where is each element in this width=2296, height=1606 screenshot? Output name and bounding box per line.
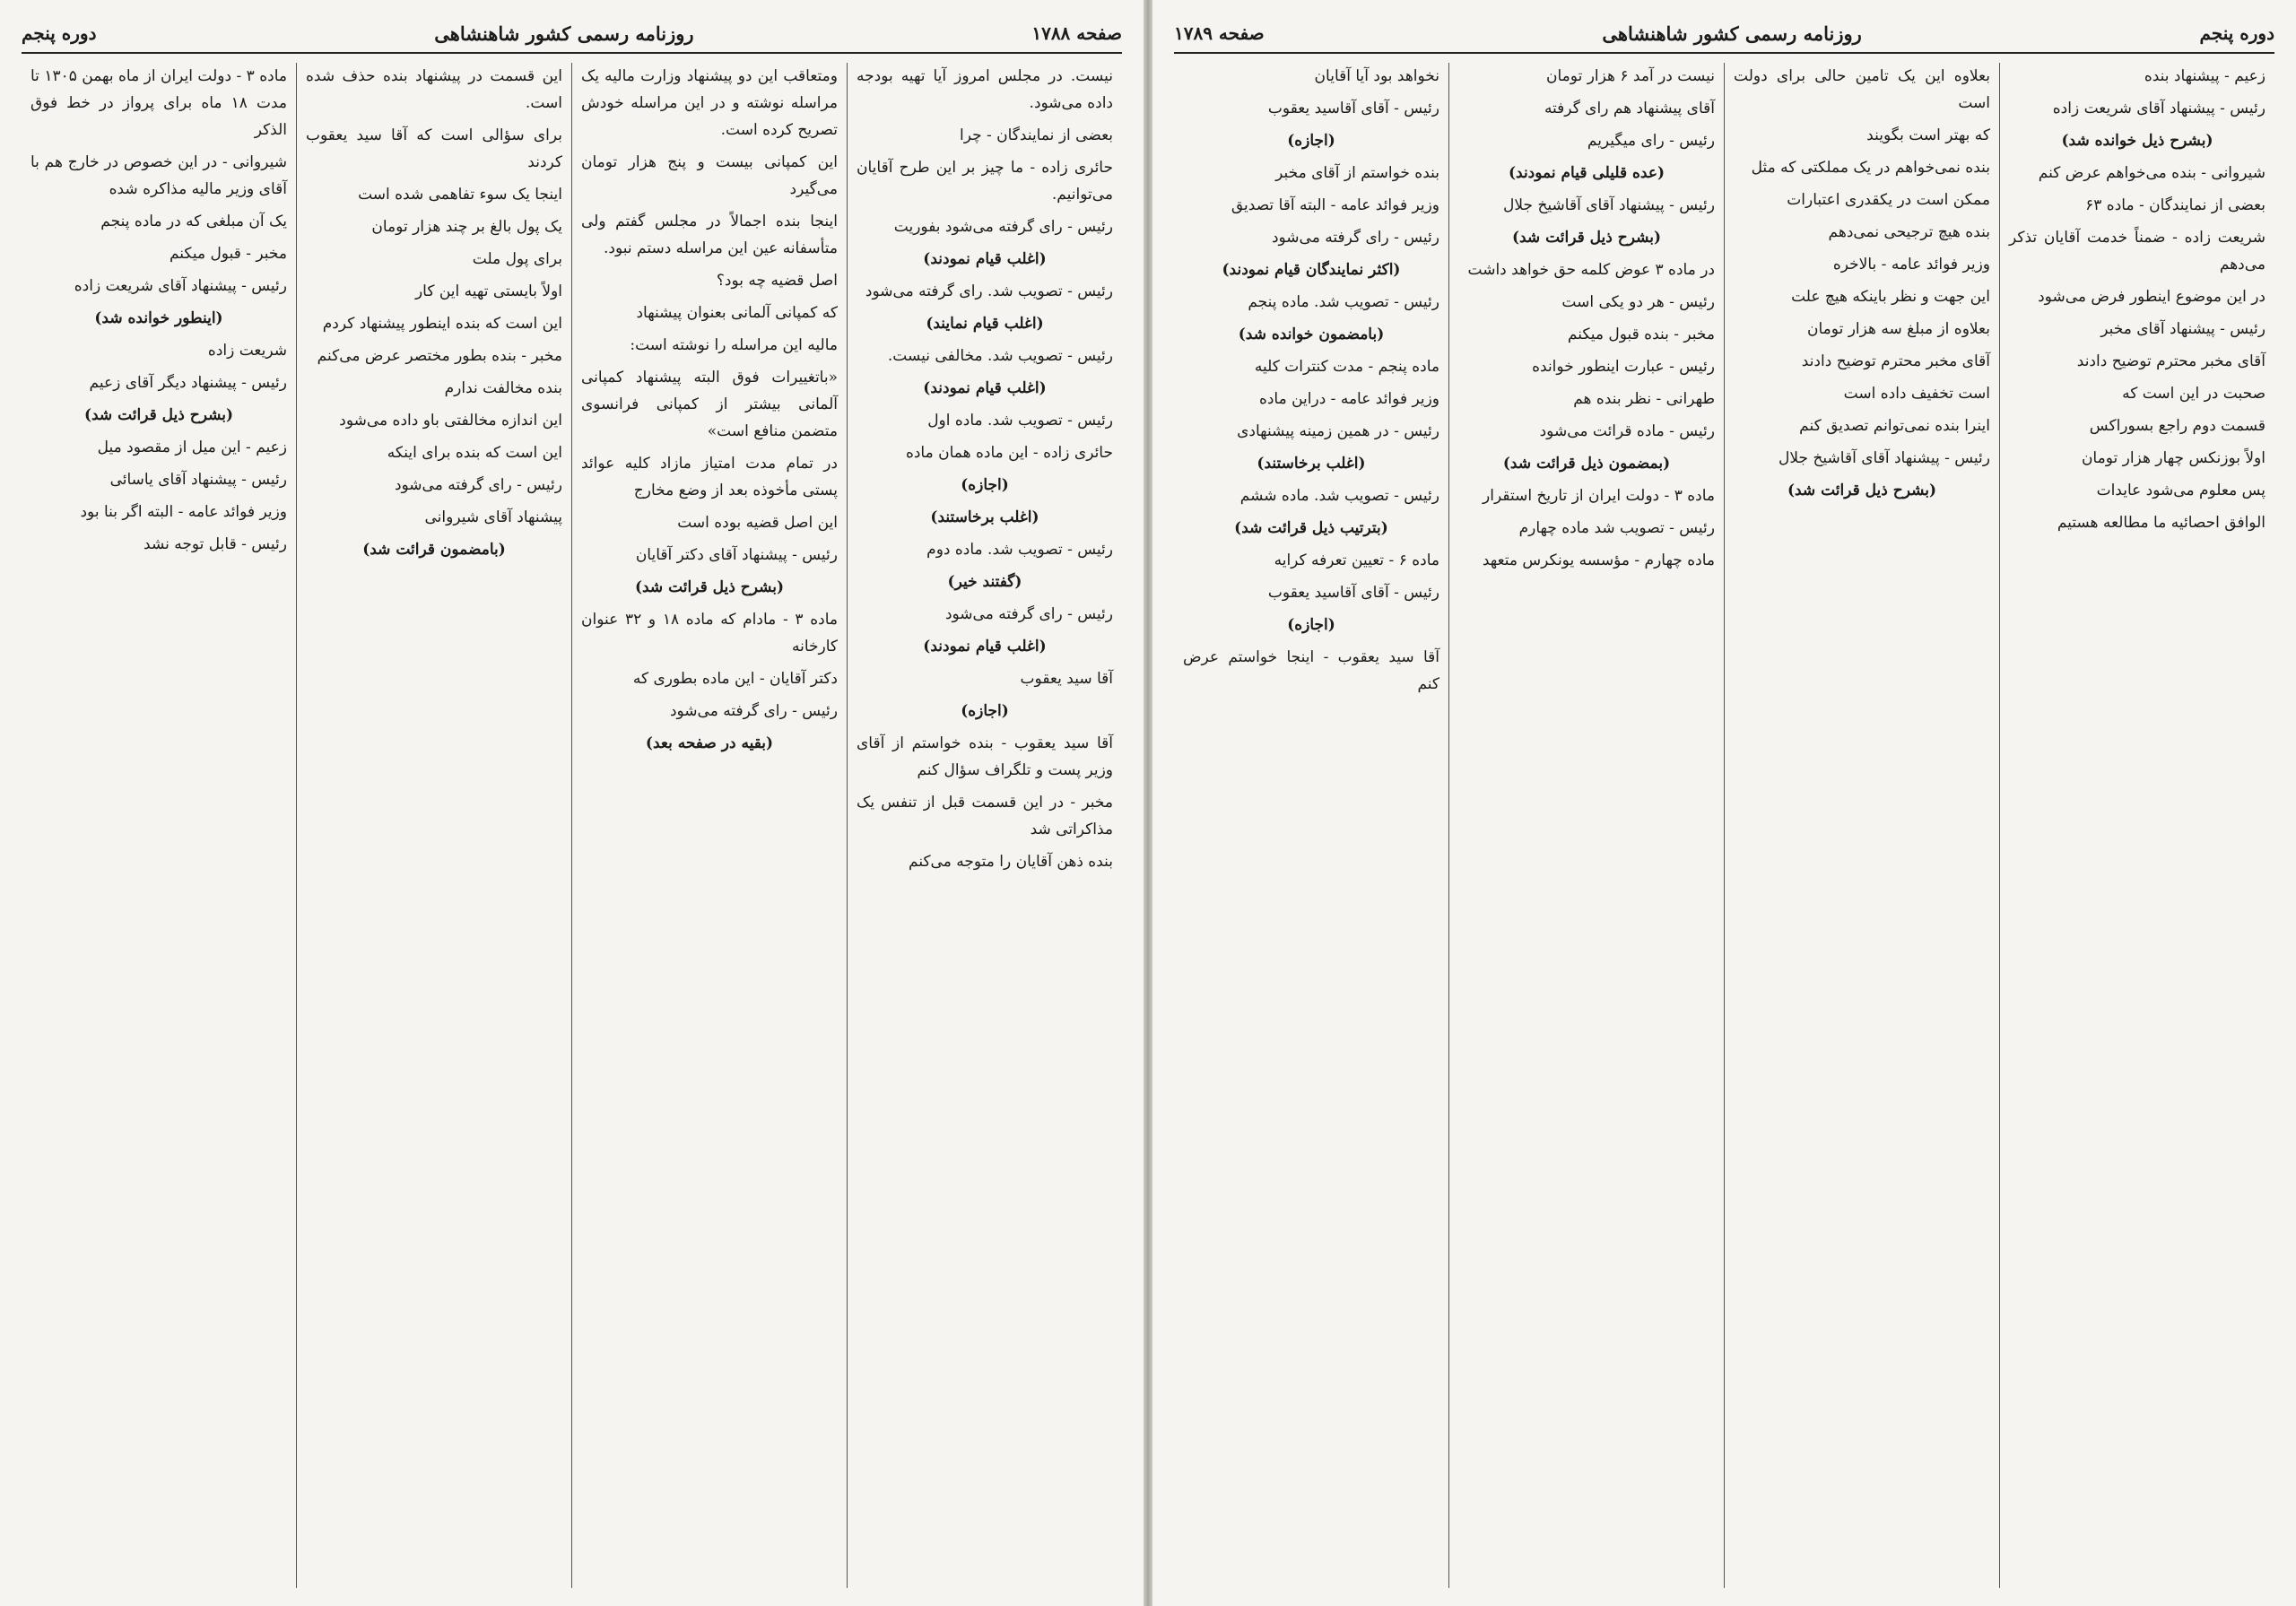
paragraph: وزیر فوائد عامه - البته اگر بنا بود bbox=[80, 503, 287, 521]
paragraph: رئیس - پیشنهاد آقای آقاشیخ جلال bbox=[1503, 196, 1715, 214]
paragraph: مخبر - بنده قبول میکنم bbox=[1567, 326, 1715, 343]
paragraph: بنده مخالفت ندارم bbox=[444, 379, 562, 397]
paragraph: این است که بنده برای اینکه bbox=[387, 444, 562, 462]
paragraph: آقای مخبر محترم توضیح دادند bbox=[1801, 352, 1990, 370]
paragraph: این است که بنده اینطور پیشنهاد کردم bbox=[322, 315, 562, 333]
paragraph: رئیس - تصویب شد. رای گرفته می‌شود bbox=[865, 282, 1113, 300]
paragraph: بنده هیچ ترجیحی نمی‌دهم bbox=[1828, 223, 1990, 241]
paragraph: رئیس - تصویب شد. ماده ششم bbox=[1239, 487, 1439, 505]
paragraph: حائری زاده - ما چیز بر این طرح آقایان می‌توانیم. bbox=[857, 159, 1113, 204]
paragraph: این جهت و نظر باینکه هیچ علت bbox=[1791, 288, 1990, 306]
paragraph: بعلاوه از مبلغ سه هزار تومان bbox=[1807, 320, 1990, 338]
paragraph: بنده خواستم از آقای مخبر bbox=[1275, 164, 1439, 182]
paragraph: اصل قضیه چه بود؟ bbox=[716, 272, 838, 290]
right-page-column-2 bbox=[1724, 63, 1999, 1588]
right-page-number: صفحه ۱۷۸۹ bbox=[1174, 22, 1265, 44]
paragraph: رئیس - پیشنهاد دیگر آقای زعیم bbox=[89, 374, 287, 392]
paragraph: «باتغییرات فوق البته پیشنهاد کمپانی آلمانی بیشتر از کمپانی فرانسوی متضمن منافع است» bbox=[581, 369, 838, 440]
paragraph: (بشرح ذیل قرائت شد) bbox=[1511, 229, 1662, 247]
paragraph: شیروانی - در این خصوص در خارج هم با آقای وزیر مالیه مذاکره شده bbox=[30, 153, 287, 198]
paragraph: (اجازه) bbox=[1287, 616, 1335, 634]
paragraph: (بترتیب ذیل قرائت شد) bbox=[1234, 519, 1388, 537]
paragraph: (اینطور خوانده شد) bbox=[94, 309, 223, 327]
paragraph: آقا سید یعقوب - بنده خواستم از آقای وزیر پست و تلگراف سؤال کنم bbox=[857, 734, 1113, 779]
paragraph: اولاً بایستی تهیه این کار bbox=[414, 282, 562, 300]
paragraph: رئیس - پیشنهاد آقای یاسائی bbox=[109, 471, 287, 489]
paragraph: رئیس - رای گرفته می‌شود bbox=[944, 605, 1113, 623]
paragraph: رئیس - آقای آقاسید یعقوب bbox=[1267, 584, 1439, 602]
paragraph: رئیس - پیشنهاد آقای مخبر bbox=[2100, 320, 2266, 338]
paragraph: وزیر فوائد عامه - بالاخره bbox=[1832, 256, 1990, 273]
paragraph: رئیس - رای گرفته می‌شود bbox=[1271, 229, 1439, 247]
paragraph: رئیس - تصویب شد. ماده دوم bbox=[926, 541, 1113, 559]
right-page bbox=[1152, 0, 2296, 1606]
paragraph: بعضی از نمایندگان - چرا bbox=[959, 126, 1113, 144]
paragraph: بعلاوه این یک تامین حالی برای دولت است bbox=[1734, 67, 1990, 112]
paragraph: (اغلب قیام نمودند) bbox=[923, 638, 1047, 655]
paragraph: اینجا بنده اجمالاً در مجلس گفتم ولی متأسفانه عین این مراسله دستم نبود. bbox=[581, 213, 838, 257]
paragraph: مالیه این مراسله را نوشته است: bbox=[630, 336, 838, 354]
paragraph: رئیس - تصویب شد. مخالفی نیست. bbox=[887, 347, 1113, 365]
paragraph: نیست در آمد ۶ هزار تومان bbox=[1546, 67, 1715, 85]
paragraph: (بمضمون ذیل قرائت شد) bbox=[1502, 455, 1671, 473]
paragraph: یک پول بالغ بر چند هزار تومان bbox=[371, 218, 562, 236]
paragraph: (بشرح ذیل قرائت شد) bbox=[1787, 482, 1937, 499]
paragraph: مخبر - در این قسمت قبل از تنفس یک مذاکراتی شد bbox=[857, 794, 1113, 838]
paragraph: شیروانی - بنده می‌خواهم عرض کنم bbox=[2038, 164, 2266, 182]
paragraph: ماده ۳ - مادام که ماده ۱۸ و ۳۲ عنوان کارخانه bbox=[581, 611, 839, 655]
paragraph: است تخفیف داده است bbox=[1843, 385, 1990, 403]
paragraph: این قسمت در پیشنهاد بنده حذف شده است. bbox=[306, 67, 562, 112]
paragraph: (عده قلیلی قیام نمودند) bbox=[1508, 164, 1665, 182]
paragraph: (بشرح ذیل خوانده شد) bbox=[2061, 132, 2213, 150]
paragraph: اینجا یک سوء تفاهمی شده است bbox=[358, 186, 562, 204]
paragraph: (بشرح ذیل قرائت شد) bbox=[83, 406, 234, 424]
paragraph: ماده ۳ - دولت ایران از تاریخ استقرار bbox=[1483, 487, 1715, 505]
paragraph: صحبت در این است که bbox=[2122, 385, 2266, 403]
paragraph: در ماده ۳ عوض کلمه حق خواهد داشت bbox=[1467, 261, 1715, 279]
paragraph: (اجازه) bbox=[961, 702, 1009, 720]
right-page-column-4 bbox=[1174, 63, 1448, 1588]
paragraph: رئیس - رای گرفته می‌شود bbox=[669, 702, 838, 720]
paragraph: آقا سید یعقوب - اینجا خواستم عرض کنم bbox=[1183, 648, 1439, 693]
paragraph: مخبر - بنده بطور مختصر عرض می‌کنم bbox=[317, 347, 562, 365]
paragraph: اولاً بوزنکس چهار هزار تومان bbox=[2081, 449, 2266, 467]
paragraph: مخبر - قبول میکنم bbox=[169, 245, 287, 263]
paragraph: رئیس - پیشنهاد آقای شریعت زاده bbox=[2052, 100, 2266, 117]
paragraph: (اغلب برخاستند) bbox=[1257, 455, 1366, 473]
paragraph: زعیم - این میل از مقصود میل bbox=[97, 438, 287, 456]
paragraph: (اغلب قیام نمودند) bbox=[923, 250, 1047, 268]
left-page-columns bbox=[22, 63, 1122, 1588]
right-page-header bbox=[1174, 14, 2274, 54]
paragraph: (بامضمون قرائت شد) bbox=[362, 541, 506, 559]
paragraph: رئیس - رای گرفته می‌شود بفوریت bbox=[893, 218, 1113, 236]
paragraph: پس معلوم می‌شود عایدات bbox=[2096, 482, 2266, 499]
paragraph: حائری زاده - این ماده همان ماده bbox=[905, 444, 1113, 462]
paragraph: دکتر آقایان - این ماده بطوری که bbox=[632, 670, 838, 688]
paragraph: رئیس - تصویب شد. ماده اول bbox=[927, 412, 1113, 430]
paragraph: زعیم - پیشنهاد بنده bbox=[2144, 67, 2266, 85]
paragraph: در این موضوع اینطور فرض می‌شود bbox=[2038, 288, 2266, 306]
paragraph: در تمام مدت امتیاز مازاد کلیه عوائد پستی مأخوذه بعد از وضع مخارج bbox=[581, 455, 838, 499]
paragraph: این اصل قضیه بوده است bbox=[677, 514, 838, 532]
paragraph: (گفتند خیر) bbox=[947, 573, 1022, 591]
paragraph: وزیر فوائد عامه - البته آقا تصدیق bbox=[1231, 196, 1439, 214]
paragraph: رئیس - تصویب شد. ماده پنجم bbox=[1248, 293, 1439, 311]
paragraph: رئیس - پیشنهاد آقای آقاشیخ جلال bbox=[1779, 449, 1990, 467]
paragraph: (بامضمون خوانده شد) bbox=[1238, 326, 1385, 343]
paragraph: (اجازه) bbox=[961, 476, 1009, 494]
paragraph: (اغلب برخاستند) bbox=[930, 508, 1039, 526]
left-page-period: دوره پنجم bbox=[22, 22, 97, 44]
paragraph: رئیس - قابل توجه نشد bbox=[144, 535, 287, 553]
paragraph: ماده پنجم - مدت کنترات کلیه bbox=[1254, 358, 1439, 376]
paragraph: ماده ۳ - دولت ایران از ماه بهمن ۱۳۰۵ تا مدت ۱۸ ماه برای پرواز در خط فوق الذکر bbox=[30, 67, 287, 139]
paragraph: ماده چهارم - مؤسسه یونکرس متعهد bbox=[1482, 551, 1715, 569]
paragraph: پیشنهاد آقای شیروانی bbox=[424, 508, 562, 526]
paragraph: الوافق احصائیه ما مطالعه هستیم bbox=[2057, 514, 2266, 532]
paragraph: بعضی از نمایندگان - ماده ۶۳ bbox=[2085, 196, 2266, 214]
paragraph: برای پول ملت bbox=[472, 250, 562, 268]
left-page-title: روزنامه رسمی کشور شاهنشاهی bbox=[434, 22, 694, 45]
right-page-columns bbox=[1174, 63, 2274, 1588]
paragraph: این کمپانی بیست و پنج هزار تومان می‌گیرد bbox=[581, 153, 838, 198]
paragraph: رئیس - پیشنهاد آقای دکتر آقایان bbox=[635, 546, 838, 564]
left-page-number: صفحه ۱۷۸۸ bbox=[1031, 22, 1122, 44]
paragraph: رئیس - ماده قرائت می‌شود bbox=[1539, 422, 1715, 440]
paragraph: شریعت زاده bbox=[207, 342, 287, 360]
paragraph: رئیس - رای گرفته می‌شود bbox=[394, 476, 562, 494]
paragraph: (بشرح ذیل قرائت شد) bbox=[634, 578, 785, 596]
left-page-column-1 bbox=[847, 63, 1122, 1588]
paragraph: (اجازه) bbox=[1287, 132, 1335, 150]
paragraph: طهرانی - نظر بنده هم bbox=[1573, 390, 1715, 408]
paragraph: شریعت زاده - ضمناً خدمت آقایان تذکر می‌دهم bbox=[2009, 229, 2266, 273]
paragraph: آقای مخبر محترم توضیح دادند bbox=[2076, 352, 2266, 370]
paragraph: رئیس - پیشنهاد آقای شریعت زاده bbox=[74, 277, 287, 295]
left-page-column-4 bbox=[22, 63, 296, 1588]
paragraph: بنده ذهن آقایان را متوجه می‌کنم bbox=[909, 853, 1113, 871]
paragraph: یک آن مبلغی که در ماده پنجم bbox=[100, 213, 287, 230]
paragraph: بنده نمی‌خواهم در یک مملکتی که مثل bbox=[1751, 159, 1990, 177]
paragraph: وزیر فوائد عامه - دراین ماده bbox=[1258, 390, 1439, 408]
paragraph: رئیس - آقای آقاسید یعقوب bbox=[1267, 100, 1439, 117]
paragraph: آقا سید یعقوب bbox=[1020, 670, 1113, 688]
left-page-header bbox=[22, 14, 1122, 54]
paragraph: رئیس - عبارت اینطور خوانده bbox=[1532, 358, 1715, 376]
paragraph: نیست. در مجلس امروز آیا تهیه بودجه داده می‌شود. bbox=[857, 67, 1113, 112]
paragraph: که کمپانی آلمانی بعنوان پیشنهاد bbox=[636, 304, 838, 322]
paragraph: (اغلب قیام نمودند) bbox=[923, 379, 1047, 397]
paragraph: این اندازه مخالفتی باو داده می‌شود bbox=[339, 412, 562, 430]
paragraph: رئیس - رای میگیریم bbox=[1587, 132, 1715, 150]
paragraph: رئیس - در همین زمینه پیشنهادی bbox=[1237, 422, 1439, 440]
paragraph: نخواهد بود آیا آقایان bbox=[1314, 67, 1439, 85]
paragraph: رئیس - هر دو یکی است bbox=[1561, 293, 1715, 311]
left-page-column-2 bbox=[571, 63, 847, 1588]
paragraph: ممکن است در یکقدری اعتبارات bbox=[1787, 191, 1990, 209]
paragraph: برای سؤالی است که آقا سید یعقوب کردند bbox=[306, 126, 562, 171]
paragraph: اینرا بنده نمی‌توانم تصدیق کنم bbox=[1799, 417, 1990, 435]
paragraph: (اکثر نمایندگان قیام نمودند) bbox=[1222, 261, 1401, 279]
left-page-column-3 bbox=[296, 63, 571, 1588]
paragraph: قسمت دوم راجع بسوراکس bbox=[2089, 417, 2266, 435]
right-page-column-1 bbox=[1999, 63, 2274, 1588]
paragraph: ومتعاقب این دو پیشنهاد وزارت مالیه یک مراسله نوشته و در این مراسله خودش تصریح کرده است. bbox=[581, 67, 838, 139]
right-page-column-3 bbox=[1448, 63, 1724, 1588]
paragraph: ماده ۶ - تعیین تعرفه کرایه bbox=[1274, 551, 1439, 569]
paragraph: رئیس - تصویب شد ماده چهارم bbox=[1518, 519, 1715, 537]
right-page-period: دوره پنجم bbox=[2199, 22, 2274, 44]
paragraph: (بقیه در صفحه بعد) bbox=[645, 734, 774, 752]
paragraph: (اغلب قیام نمایند) bbox=[926, 315, 1044, 333]
paragraph: آقای پیشنهاد هم رای گرفته bbox=[1544, 100, 1715, 117]
book-gutter bbox=[1144, 0, 1152, 1606]
left-page bbox=[0, 0, 1144, 1606]
paragraph: که بهتر است بگویند bbox=[1866, 126, 1990, 144]
right-page-title: روزنامه رسمی کشور شاهنشاهی bbox=[1602, 22, 1862, 45]
